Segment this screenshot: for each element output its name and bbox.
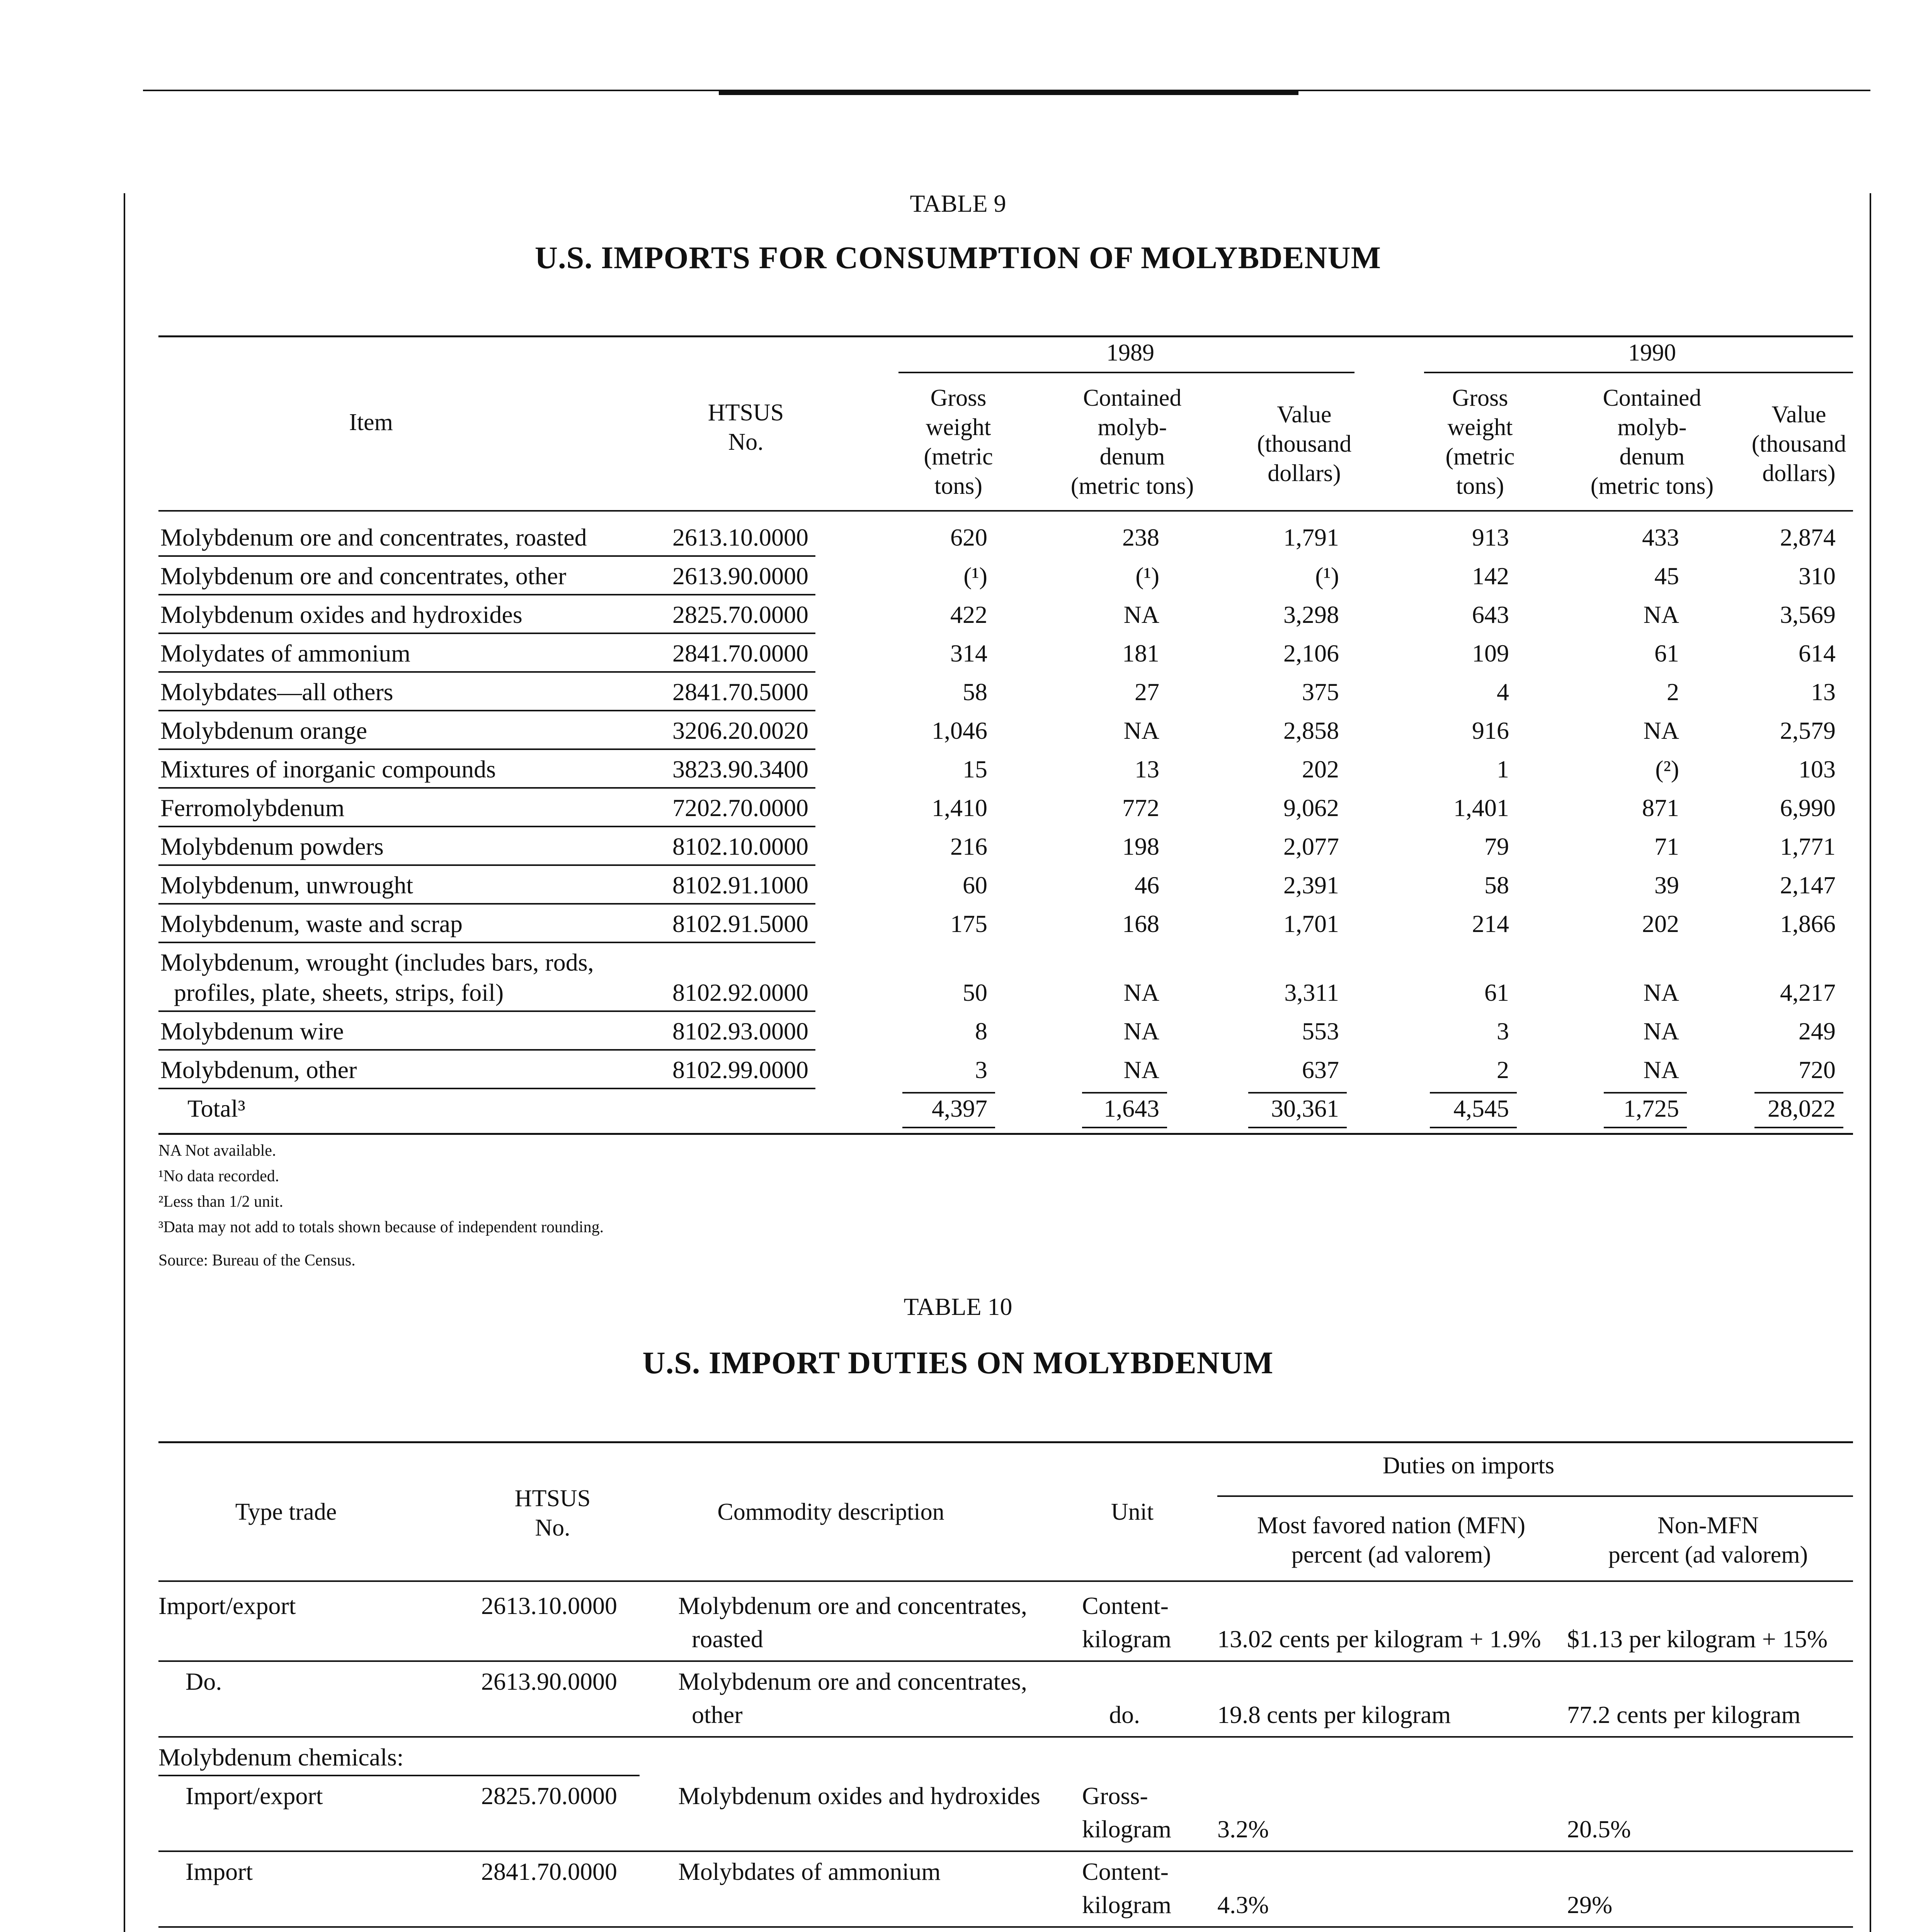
table9-value-v90: 2,579 xyxy=(1780,717,1836,744)
table9-value-g90: 58 xyxy=(1484,871,1509,899)
table10-desc: roasted xyxy=(692,1625,763,1653)
table10-type: Do. xyxy=(185,1668,222,1695)
year-1990-rule xyxy=(1424,372,1853,373)
table9-value-v89: 553 xyxy=(1302,1017,1339,1045)
table9-value-g89: 175 xyxy=(950,910,987,937)
table10-nonmfn: 77.2 cents per kilogram xyxy=(1567,1701,1801,1728)
table9-item: Molybdates—all others xyxy=(160,678,393,706)
table9-item: Molybdenum wire xyxy=(160,1017,344,1045)
table9-value-g89: 60 xyxy=(963,871,987,899)
table9-label: TABLE 9 xyxy=(910,190,1006,217)
table9-total-c90: 1,725 xyxy=(1623,1095,1679,1122)
table10-top-rule xyxy=(158,1441,1853,1443)
left-margin-rule xyxy=(124,193,125,1932)
year-1990: 1990 xyxy=(1628,340,1676,366)
table9-value-g90: 109 xyxy=(1472,639,1509,667)
table9-value-v89: 637 xyxy=(1302,1056,1339,1083)
table10-unit: do. xyxy=(1109,1701,1140,1728)
header-gross-1989: Gross weight (metric tons) xyxy=(924,385,993,499)
table9-value-v90: 720 xyxy=(1799,1056,1836,1083)
table9-value-g90: 913 xyxy=(1472,524,1509,551)
table9-value-c90: 61 xyxy=(1654,639,1679,667)
table9-total-c89: 1,643 xyxy=(1104,1095,1159,1122)
table9-value-c90: 45 xyxy=(1654,562,1679,590)
table9-footnote: NA Not available. xyxy=(158,1142,276,1160)
table9-value-g89: 50 xyxy=(963,979,987,1006)
table9-value-g89: 58 xyxy=(963,678,987,706)
table9-bottom-rule xyxy=(158,1133,1853,1135)
table9-item: Molydates of ammonium xyxy=(160,639,411,667)
header-htsus: HTSUS No. xyxy=(514,1485,591,1541)
table9-value-c90: NA xyxy=(1643,1017,1679,1045)
table9-item: Molybdenum oxides and hydroxides xyxy=(160,601,522,628)
table9-htsus: 3823.90.3400 xyxy=(672,755,808,783)
table9-value-v89: 1,701 xyxy=(1283,910,1339,937)
header-commodity: Commodity description xyxy=(717,1499,944,1525)
table9-value-v90: 4,217 xyxy=(1780,979,1836,1006)
table10-header-rule xyxy=(158,1580,1853,1582)
table9-value-c90: 71 xyxy=(1654,833,1679,860)
table9-value-c89: NA xyxy=(1123,1017,1159,1045)
table9-value-g90: 916 xyxy=(1472,717,1509,744)
header-contained-1989: Contained molyb- denum (metric tons) xyxy=(1070,385,1194,499)
table9-value-v90: 614 xyxy=(1799,639,1836,667)
table10-mfn: 3.2% xyxy=(1217,1815,1269,1843)
table9-value-v90: 3,569 xyxy=(1780,601,1836,628)
table9-item: Molybdenum ore and concentrates, roasted xyxy=(160,524,587,551)
table9-htsus: 8102.99.0000 xyxy=(672,1056,808,1083)
table9-value-g89: 314 xyxy=(950,639,987,667)
table9-item: Molybdenum orange xyxy=(160,717,367,744)
table10-mfn: 19.8 cents per kilogram xyxy=(1217,1701,1451,1728)
table9-value-c89: 772 xyxy=(1122,794,1159,821)
header-value-1989: Value (thousand dollars) xyxy=(1257,401,1352,486)
table9-item: Molybdenum, other xyxy=(160,1056,357,1083)
table9-value-c89: NA xyxy=(1123,1056,1159,1083)
group-rule xyxy=(158,1775,640,1776)
table10-row-rule xyxy=(158,1926,1853,1928)
table9-total-g90: 4,545 xyxy=(1453,1095,1509,1122)
table9-value-g89: 216 xyxy=(950,833,987,860)
table9-value-g90: 1,401 xyxy=(1453,794,1509,821)
table10-mfn: 4.3% xyxy=(1217,1891,1269,1918)
table9-value-v90: 2,874 xyxy=(1780,524,1836,551)
table10-unit: kilogram xyxy=(1082,1815,1172,1843)
table9-value-v89: 375 xyxy=(1302,678,1339,706)
table9-htsus: 8102.10.0000 xyxy=(672,833,808,860)
table9-value-v90: 1,866 xyxy=(1780,910,1836,937)
table10-desc: Molybdates of ammonium xyxy=(678,1858,941,1885)
table10-type: Import/export xyxy=(185,1782,323,1810)
table9-value-c90: 39 xyxy=(1654,871,1679,899)
table10-unit: Content- xyxy=(1082,1592,1169,1619)
table10-htsus: 2825.70.0000 xyxy=(481,1782,617,1810)
table9-htsus: 3206.20.0020 xyxy=(672,717,808,744)
table9-value-v89: 9,062 xyxy=(1283,794,1339,821)
table9-value-c89: 27 xyxy=(1135,678,1159,706)
table9-footnote: ²Less than 1/2 unit. xyxy=(158,1193,283,1211)
table10-unit: Content- xyxy=(1082,1858,1169,1885)
table9-value-c89: NA xyxy=(1123,717,1159,744)
table10-desc: Molybdenum ore and concentrates, xyxy=(678,1592,1027,1619)
table9-value-v89: 2,077 xyxy=(1283,833,1339,860)
table9-row-rule xyxy=(158,748,815,750)
table9-row-rule xyxy=(158,942,815,943)
table9-top-rule xyxy=(158,335,1853,337)
table10-mfn: 13.02 cents per kilogram + 1.9% xyxy=(1217,1625,1541,1653)
table9-item: Molybdenum powders xyxy=(160,833,384,860)
table9-value-c90: 433 xyxy=(1642,524,1679,551)
table10-desc: Molybdenum oxides and hydroxides xyxy=(678,1782,1040,1810)
table9-value-c90: NA xyxy=(1643,717,1679,744)
table9-value-v89: 3,311 xyxy=(1284,979,1339,1006)
table9-value-v90: 13 xyxy=(1811,678,1836,706)
table9-total-v89: 30,361 xyxy=(1271,1095,1339,1122)
table9-row-rule xyxy=(158,864,815,866)
table10-type: Import xyxy=(185,1858,253,1885)
table9-value-v90: 249 xyxy=(1799,1017,1836,1045)
total-underline-c89 xyxy=(1082,1127,1167,1128)
table9-value-v89: (¹) xyxy=(1315,562,1339,590)
table9-value-g90: 643 xyxy=(1472,601,1509,628)
table9-row-rule xyxy=(158,826,815,827)
header-gross-1990: Gross weight (metric tons) xyxy=(1445,385,1515,499)
table10-nonmfn: 20.5% xyxy=(1567,1815,1631,1843)
table9-htsus: 2613.90.0000 xyxy=(672,562,808,590)
table9-item: Molybdenum ore and concentrates, other xyxy=(160,562,567,590)
table9-value-v90: 310 xyxy=(1799,562,1836,590)
table9-total-g89: 4,397 xyxy=(932,1095,987,1122)
table9-value-v90: 2,147 xyxy=(1780,871,1836,899)
total-underline-c90 xyxy=(1604,1127,1687,1128)
table9-value-g90: 3 xyxy=(1497,1017,1509,1045)
table9-row-rule xyxy=(158,1010,815,1012)
table9-value-c90: (²) xyxy=(1655,755,1679,783)
table10-label: TABLE 10 xyxy=(904,1293,1012,1320)
table9-htsus: 8102.93.0000 xyxy=(672,1017,808,1045)
table10-nonmfn: $1.13 per kilogram + 15% xyxy=(1567,1625,1828,1653)
top-rule-thick xyxy=(719,90,1298,95)
table9-header-rule xyxy=(158,510,1853,512)
table9-value-c90: NA xyxy=(1643,979,1679,1006)
table10-desc: Molybdenum ore and concentrates, xyxy=(678,1668,1027,1695)
table9-value-g89: 15 xyxy=(963,755,987,783)
table9-htsus: 2841.70.5000 xyxy=(672,678,808,706)
table9-value-v90: 1,771 xyxy=(1780,833,1836,860)
table9-total-v90: 28,022 xyxy=(1768,1095,1836,1122)
table9-value-c90: NA xyxy=(1643,601,1679,628)
table9-row-rule xyxy=(158,787,815,789)
table9-value-g89: 8 xyxy=(975,1017,987,1045)
table9-title: U.S. IMPORTS FOR CONSUMPTION OF MOLYBDENUM xyxy=(534,240,1382,275)
table9-value-v90: 6,990 xyxy=(1780,794,1836,821)
table9-htsus: 8102.92.0000 xyxy=(672,979,808,1006)
header-unit: Unit xyxy=(1111,1499,1154,1525)
table10-htsus: 2613.10.0000 xyxy=(481,1592,617,1619)
table10-type: Import/export xyxy=(158,1592,296,1619)
table9-value-v89: 3,298 xyxy=(1283,601,1339,628)
table9-item: profiles, plate, sheets, strips, foil) xyxy=(174,979,504,1006)
table9-value-v90: 103 xyxy=(1799,755,1836,783)
table9-footnote: ¹No data recorded. xyxy=(158,1167,279,1185)
table9-value-c90: NA xyxy=(1643,1056,1679,1083)
table9-value-c89: 46 xyxy=(1135,871,1159,899)
header-duties: Duties on imports xyxy=(1382,1452,1555,1479)
total-underline-g89 xyxy=(902,1127,995,1128)
table9-value-v89: 2,106 xyxy=(1283,639,1339,667)
table9-row-rule xyxy=(158,1088,815,1089)
table9-htsus: 2613.10.0000 xyxy=(672,524,808,551)
table9-item: Ferromolybdenum xyxy=(160,794,345,821)
table9-htsus: 7202.70.0000 xyxy=(672,794,808,821)
table9-value-g90: 79 xyxy=(1484,833,1509,860)
table10-row-rule xyxy=(158,1660,1853,1662)
total-underline-v89 xyxy=(1248,1127,1347,1128)
table10-htsus: 2613.90.0000 xyxy=(481,1668,617,1695)
table9-value-g90: 4 xyxy=(1497,678,1509,706)
table10-title: U.S. IMPORT DUTIES ON MOLYBDENUM xyxy=(642,1345,1274,1380)
table9-value-v89: 2,858 xyxy=(1283,717,1339,744)
table9-item: Mixtures of inorganic compounds xyxy=(160,755,496,783)
table10-desc: other xyxy=(692,1701,743,1728)
table9-value-v89: 202 xyxy=(1302,755,1339,783)
table9-htsus: 2841.70.0000 xyxy=(672,639,808,667)
table9-value-g90: 61 xyxy=(1484,979,1509,1006)
table9-footnote: ³Data may not add to totals shown because of independent rounding. xyxy=(158,1218,604,1236)
table9-source: Source: Bureau of the Census. xyxy=(158,1252,356,1269)
table9-value-g89: 422 xyxy=(950,601,987,628)
table9-htsus: 8102.91.1000 xyxy=(672,871,808,899)
table9-value-c89: 198 xyxy=(1122,833,1159,860)
table9-value-g89: (¹) xyxy=(963,562,987,590)
table9-value-c89: 168 xyxy=(1122,910,1159,937)
table9-value-g90: 142 xyxy=(1472,562,1509,590)
table9-item: Molybdenum, wrought (includes bars, rods, xyxy=(160,949,594,976)
table10-row-rule xyxy=(158,1736,1853,1738)
duties-rule xyxy=(1217,1495,1853,1497)
table9-row-rule xyxy=(158,903,815,905)
header-contained-1990: Contained molyb- denum (metric tons) xyxy=(1590,385,1714,499)
table9-value-v89: 1,791 xyxy=(1283,524,1339,551)
table9-item: Molybdenum, waste and scrap xyxy=(160,910,463,937)
table9-value-c89: 181 xyxy=(1122,639,1159,667)
table9-value-c89: (¹) xyxy=(1135,562,1159,590)
table9-value-c90: 2 xyxy=(1667,678,1679,706)
table9-value-v89: 2,391 xyxy=(1283,871,1339,899)
table9-value-g89: 620 xyxy=(950,524,987,551)
table10-unit: kilogram xyxy=(1082,1891,1172,1918)
total-underline-g90 xyxy=(1430,1127,1517,1128)
table10-htsus: 2841.70.0000 xyxy=(481,1858,617,1885)
total-underline-v90 xyxy=(1754,1127,1843,1128)
table9-row-rule xyxy=(158,633,815,634)
header-nonmfn: Non-MFN percent (ad valorem) xyxy=(1608,1512,1808,1568)
table9-value-c90: 202 xyxy=(1642,910,1679,937)
table9-row-rule xyxy=(158,594,815,595)
table9-value-g90: 1 xyxy=(1497,755,1509,783)
table9-total-label: Total³ xyxy=(187,1095,245,1122)
table9-row-rule xyxy=(158,555,815,557)
table9-row-rule xyxy=(158,671,815,673)
table9-value-g89: 1,046 xyxy=(932,717,987,744)
table9-row-rule xyxy=(158,710,815,711)
header-htsus: HTSUS No. xyxy=(708,400,784,455)
table9-value-g90: 214 xyxy=(1472,910,1509,937)
year-1989-rule xyxy=(898,372,1354,373)
table10-nonmfn: 29% xyxy=(1567,1891,1613,1918)
table10-group-heading: Molybdenum chemicals: xyxy=(158,1743,404,1771)
table10-row-rule xyxy=(158,1850,1853,1852)
table9-value-g90: 2 xyxy=(1497,1056,1509,1083)
header-item: Item xyxy=(349,409,393,435)
table10-unit: Gross- xyxy=(1082,1782,1148,1810)
table9-value-c89: 13 xyxy=(1135,755,1159,783)
table9-value-g89: 1,410 xyxy=(932,794,987,821)
header-mfn: Most favored nation (MFN) percent (ad valorem) xyxy=(1257,1512,1525,1568)
header-value-1990: Value (thousand dollars) xyxy=(1751,401,1846,486)
table9-value-g89: 3 xyxy=(975,1056,987,1083)
table9-value-c90: 871 xyxy=(1642,794,1679,821)
table9-value-c89: 238 xyxy=(1122,524,1159,551)
table9-item: Molybdenum, unwrought xyxy=(160,871,413,899)
year-1989: 1989 xyxy=(1106,340,1154,366)
table9-htsus: 2825.70.0000 xyxy=(672,601,808,628)
table10-unit: kilogram xyxy=(1082,1625,1172,1653)
header-type-trade: Type trade xyxy=(235,1499,337,1525)
table9-row-rule xyxy=(158,1049,815,1051)
table9-value-c89: NA xyxy=(1123,979,1159,1006)
table9-htsus: 8102.91.5000 xyxy=(672,910,808,937)
table9-value-c89: NA xyxy=(1123,601,1159,628)
